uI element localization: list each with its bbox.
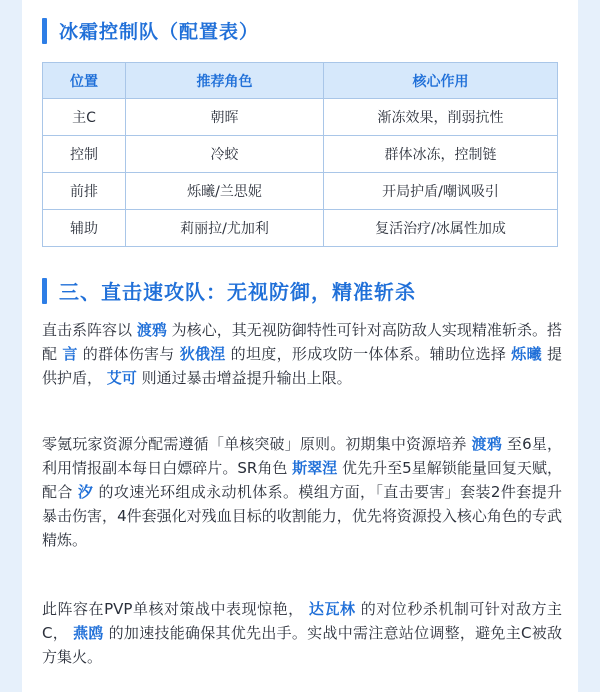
heading-accent-bar: [42, 278, 47, 304]
header-effect: 核心作用: [324, 63, 558, 99]
header-role: 推荐角色: [126, 63, 324, 99]
character-name: 渡鸦: [471, 435, 502, 453]
heading-accent-bar: [42, 18, 47, 44]
paragraph-resources: 零氪玩家资源分配需遵循「单核突破」原则。初期集中资源培养 渡鸦 至6星，利用情报副本每日白嫖碎片。SR角色 斯翠涅 优先升至5星解锁能量回复天赋，配合 汐 的攻速光环组成永动机体系。模组方面，「直击要害」套装2件套提升暴击伤害，4件套强化对残血目标的收割能力，优先将资源投入核心角色的专武精炼。: [42, 435, 562, 549]
table-row: [43, 136, 558, 173]
section-title: 三、直击速攻队：无视防御，精准斩杀: [59, 280, 416, 304]
cell-effect: 复活治疗/冰属性加成: [324, 210, 558, 247]
section-title: 冰霜控制队（配置表）: [59, 21, 260, 43]
table-row: [43, 210, 558, 247]
cell-effect: 渐冻效果，削弱抗性: [324, 99, 558, 136]
table-header-row: [43, 63, 558, 99]
cell-position: 辅助: [43, 210, 126, 247]
cell-role: 朝晖: [126, 99, 324, 136]
character-name: 斯翠涅: [292, 459, 338, 477]
character-name: 燕鸥: [73, 624, 104, 642]
cell-effect: 开局护盾/嘲讽吸引: [324, 173, 558, 210]
table-row: [43, 99, 558, 136]
section-heading-ice-team: [42, 17, 259, 44]
character-name: 汐: [77, 483, 94, 501]
character-name: 言: [62, 345, 78, 363]
character-name: 渡鸦: [136, 321, 167, 339]
cell-role: 冷蛟: [126, 136, 324, 173]
character-name: 达瓦林: [308, 600, 356, 618]
article-card: [22, 0, 578, 692]
header-position: 位置: [43, 63, 126, 99]
cell-role: 烁曦/兰思妮: [126, 173, 324, 210]
cell-position: 前排: [43, 173, 126, 210]
cell-role: 莉丽拉/尤加利: [126, 210, 324, 247]
cell-effect: 群体冰冻，控制链: [324, 136, 558, 173]
character-name: 狄俄涅: [179, 345, 226, 363]
table-row: [43, 173, 558, 210]
paragraph-intro: 直击系阵容以 渡鸦 为核心，其无视防御特性可针对高防敌人实现精准斩杀。搭配 言 的群体伤害与 狄俄涅 的坦度，形成攻防一体体系。辅助位选择 烁曦 提供护盾， 艾可 则通过暴击增益提升输出上限。: [42, 321, 562, 387]
character-name: 烁曦: [511, 345, 542, 363]
config-table: [42, 62, 558, 247]
paragraph-pvp: 此阵容在PVP单核对策战中表现惊艳， 达瓦林 的对位秒杀机制可针对敌方主C， 燕鸥 的加速技能确保其优先出手。实战中需注意站位调整，避免主C被敌方集火。: [42, 600, 562, 666]
cell-position: 控制: [43, 136, 126, 173]
cell-position: 主C: [43, 99, 126, 136]
character-name: 艾可: [106, 369, 137, 387]
section-heading-crit-team: [42, 276, 416, 305]
